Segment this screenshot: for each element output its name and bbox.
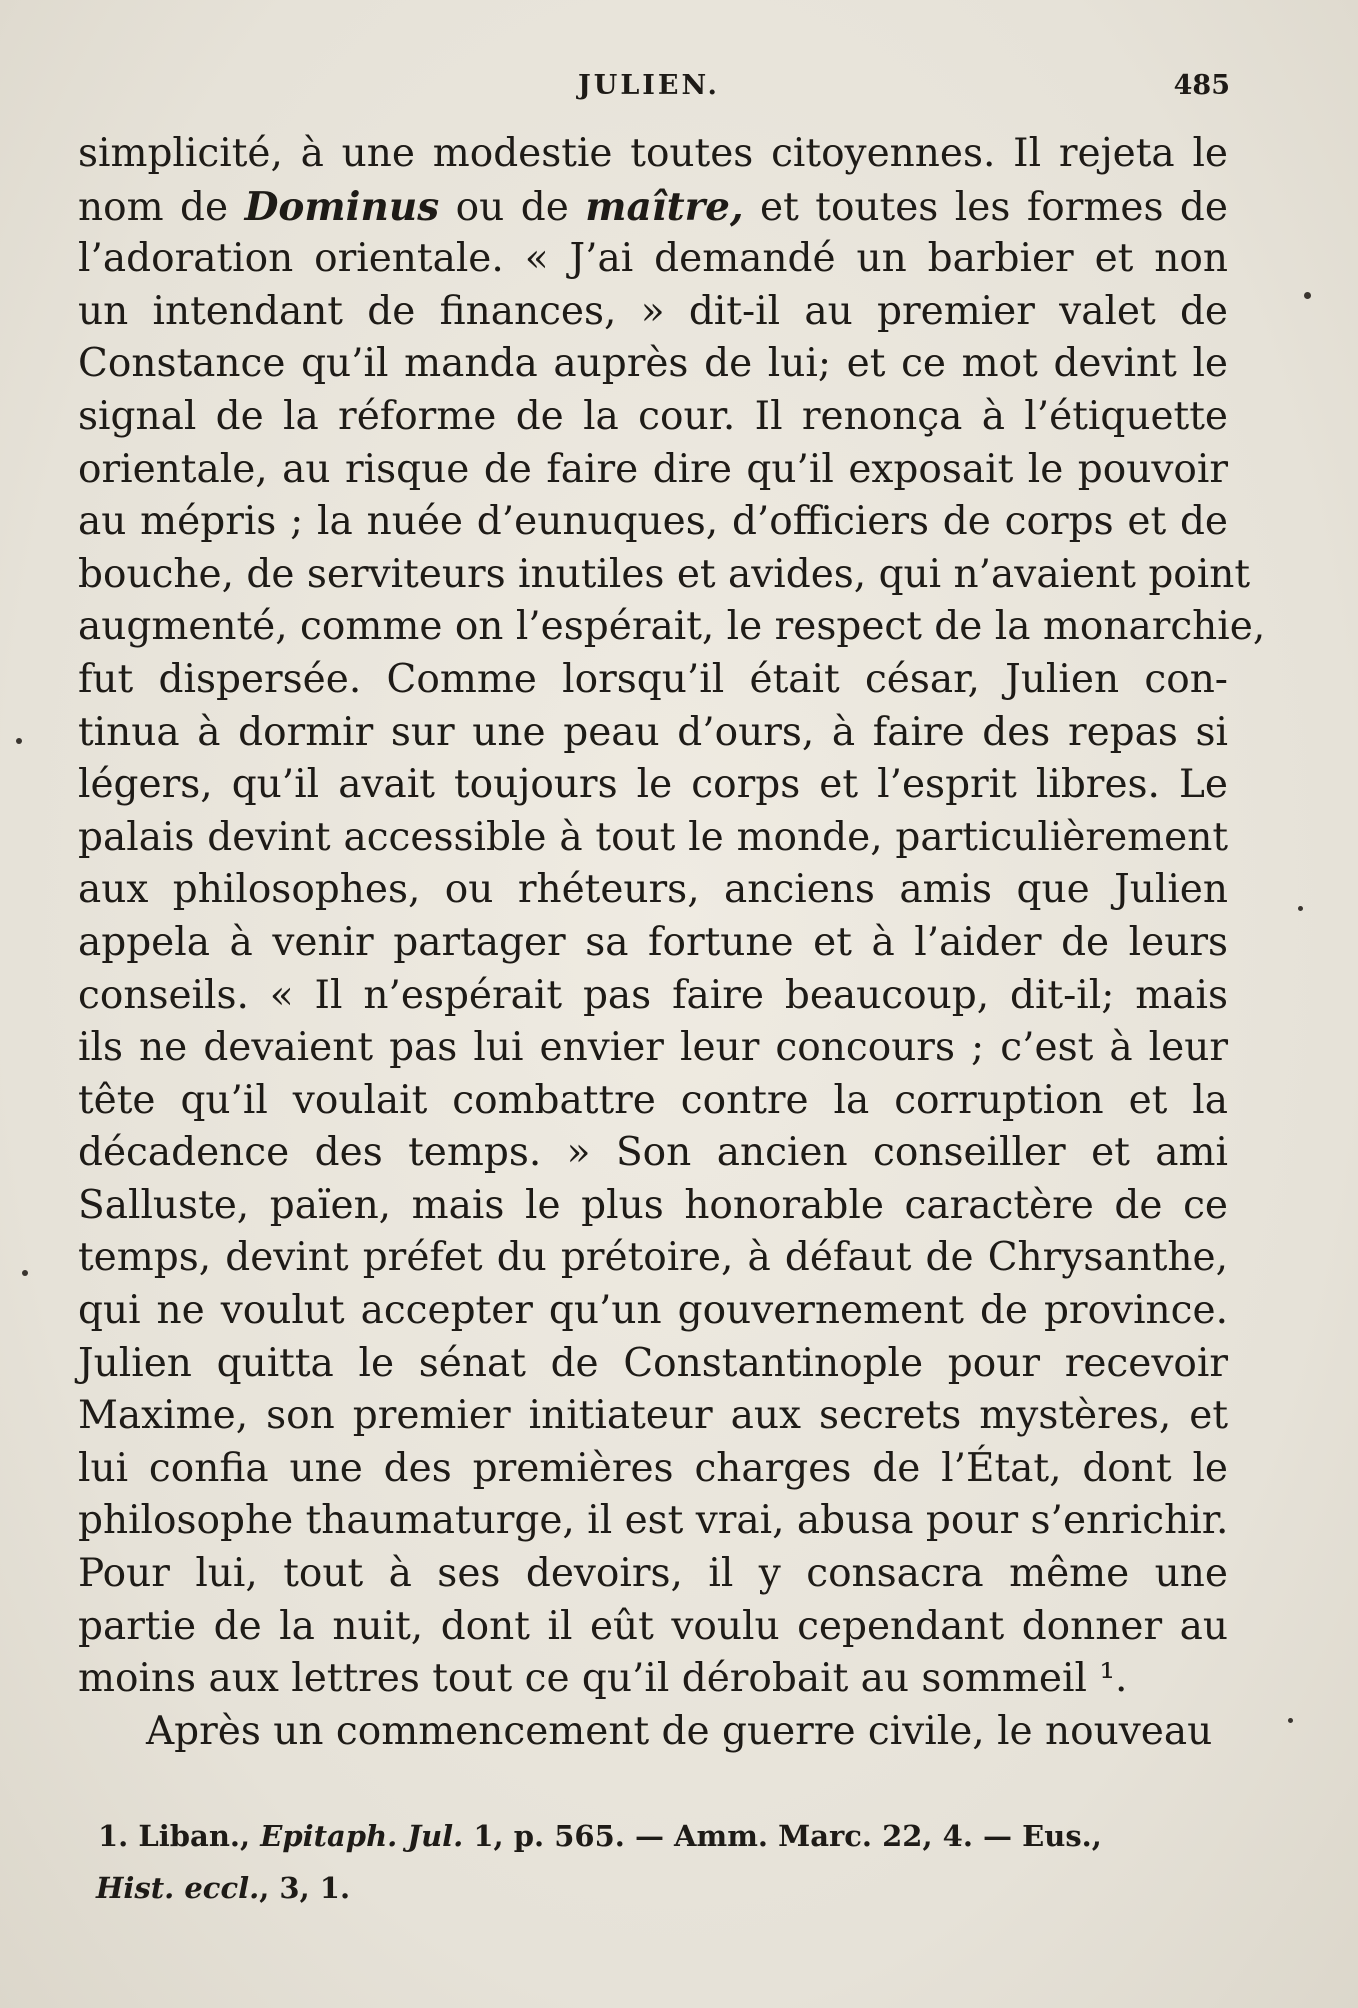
footnote-text: 1. Liban., — [98, 1819, 261, 1853]
text-line — [78, 181, 1228, 234]
footnote — [98, 1810, 1198, 1914]
footnote-text: , 3, 1. — [259, 1871, 351, 1905]
text-line: Julien quitta le sénat de Constantinople pour recevoir — [78, 1340, 1228, 1386]
text-line: légers, qu’il avait toujours le corps et l’esprit libres. Le — [78, 762, 1228, 808]
running-title: JULIEN. — [578, 70, 720, 101]
text-line: aux philosophes, ou rhéteurs, anciens amis que Julien — [78, 867, 1228, 913]
text-segment: nom de — [78, 184, 245, 230]
text-line: fut dispersée. Comme lorsqu’il était césar, Julien con- — [78, 656, 1228, 702]
text-line: moins aux lettres tout ce qu’il dérobait au sommeil ¹. — [78, 1656, 1128, 1702]
text-line: au mépris ; la nuée d’eunuques, d’officiers de corps et de — [78, 499, 1228, 545]
paper-speck — [16, 738, 22, 744]
text-line: Après un commencement de guerre civile, le nouveau — [146, 1708, 1213, 1754]
text-segment: ou de — [439, 184, 586, 230]
text-line: Constance qu’il manda auprès de lui; et ce mot devint le — [78, 341, 1228, 387]
text-line: Maxime, son premier initiateur aux secrets mystères, et — [78, 1393, 1228, 1439]
text-line: l’adoration orientale. « J’ai demandé un barbier et non — [78, 236, 1228, 282]
italic-term-dominus: Dominus — [244, 183, 440, 230]
italic-term-maitre: maître, — [585, 183, 744, 230]
text-line: ils ne devaient pas lui envier leur concours ; c’est à leur — [78, 1025, 1228, 1071]
paper-speck — [1298, 906, 1303, 911]
footnote-text: 1, p. 565. — Amm. Marc. 22, 4. — Eus., — [463, 1819, 1102, 1853]
text-line: partie de la nuit, dont il eût voulu cependant donner au — [78, 1603, 1228, 1649]
text-line: tinua à dormir sur une peau d’ours, à faire des repas si — [78, 709, 1228, 755]
text-line: augmenté, comme on l’espérait, le respect de la monarchie, — [78, 604, 1266, 650]
paper-speck — [22, 1270, 28, 1276]
text-line: appela à venir partager sa fortune et à l’aider de leurs — [78, 919, 1228, 965]
running-head — [0, 64, 1358, 110]
text-segment: et toutes les formes de — [743, 184, 1228, 230]
footnote-italic-title: Epitaph. Jul. — [260, 1819, 464, 1853]
page-number: 485 — [1173, 70, 1230, 101]
footnote-italic-title: Hist. eccl. — [96, 1871, 260, 1905]
text-line: Salluste, païen, mais le plus honorable caractère de ce — [78, 1182, 1228, 1228]
text-line: philosophe thaumaturge, il est vrai, abusa pour s’enrichir. — [78, 1498, 1229, 1544]
paper-speck — [1288, 1718, 1293, 1723]
footnote-line — [98, 1810, 1198, 1862]
text-line: simplicité, à une modestie toutes citoyennes. Il rejeta le — [78, 131, 1228, 176]
text-line: un intendant de finances, » dit-il au premier valet de — [78, 288, 1228, 334]
text-line: qui ne voulut accepter qu’un gouvernement de province. — [78, 1288, 1228, 1334]
text-line: signal de la réforme de la cour. Il renonça à l’étiquette — [78, 393, 1228, 439]
text-line: palais devint accessible à tout le monde, particulièrement — [78, 814, 1228, 860]
paper-speck — [1304, 292, 1311, 299]
text-line: orientale, au risque de faire dire qu’il exposait le pouvoir — [78, 446, 1228, 492]
text-line: temps, devint préfet du prétoire, à défaut de Chrysanthe, — [78, 1235, 1228, 1281]
text-line: bouche, de serviteurs inutiles et avides, qui n’avaient point — [78, 551, 1251, 597]
text-line: conseils. « Il n’espérait pas faire beaucoup, dit-il; mais — [78, 972, 1228, 1018]
text-line: Pour lui, tout à ses devoirs, il y consacra même une — [78, 1551, 1228, 1597]
body-text — [78, 128, 1266, 1758]
footnote-line — [96, 1862, 1198, 1914]
text-line: lui confia une des premières charges de l’État, dont le — [78, 1445, 1228, 1491]
text-line: tête qu’il voulait combattre contre la corruption et la — [78, 1077, 1228, 1123]
text-line: décadence des temps. » Son ancien conseiller et ami — [78, 1130, 1228, 1176]
